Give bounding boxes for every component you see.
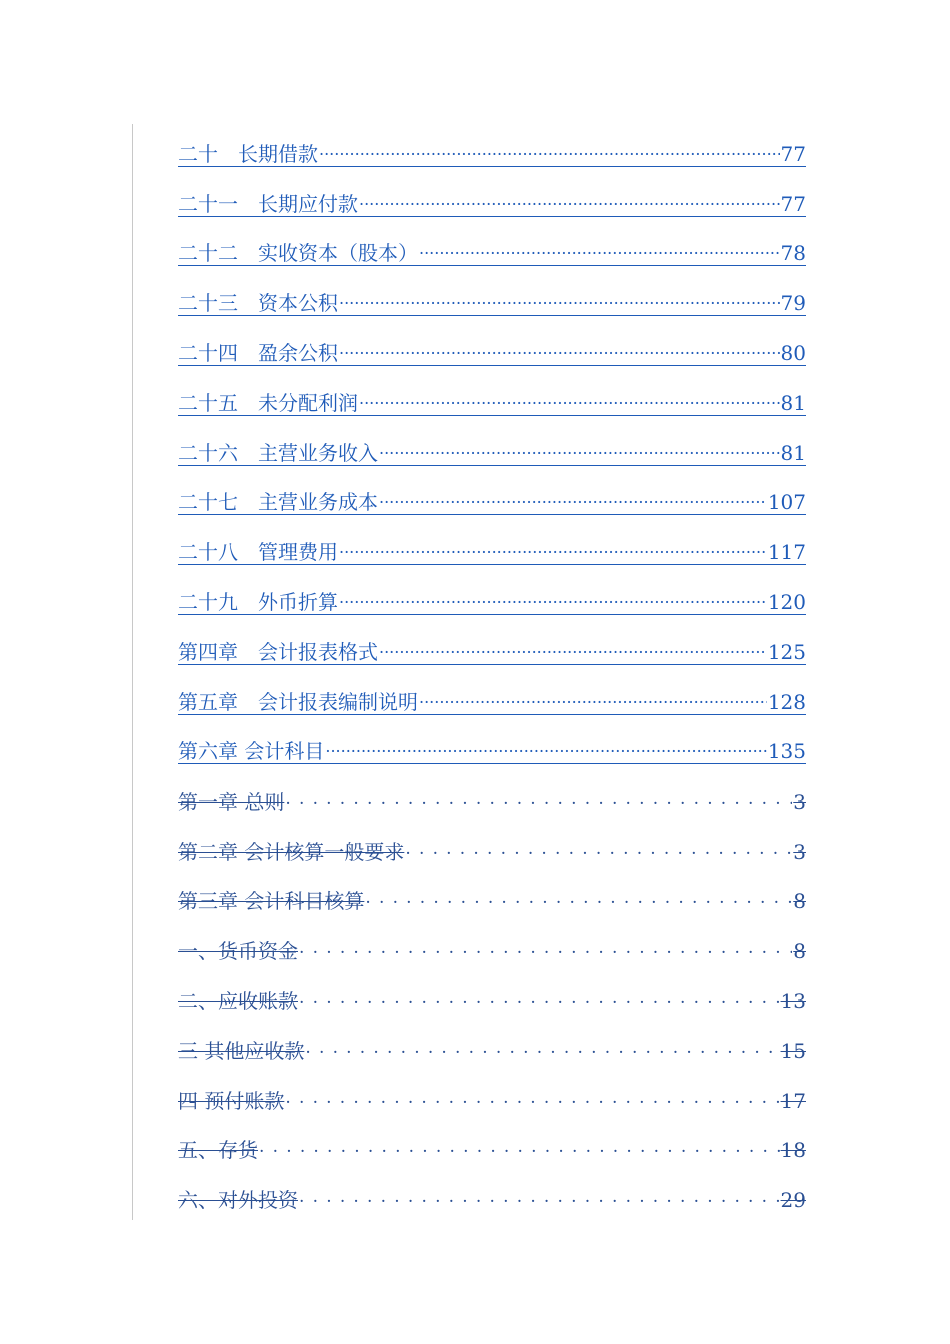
- toc-entry-title: 第五章 会计报表编制说明: [178, 689, 418, 714]
- toc-entry-page: 128: [767, 689, 806, 714]
- toc-entry[interactable]: [178, 128, 806, 178]
- toc-entry[interactable]: [178, 676, 806, 726]
- toc-entry-page: 107: [767, 490, 806, 515]
- toc-entry-deleted[interactable]: [178, 775, 806, 825]
- toc-dot-leader: [379, 487, 767, 509]
- toc-entry-page: 3: [793, 789, 806, 814]
- toc-entry-title: 四 预付账款: [178, 1088, 285, 1113]
- toc-entry-page: 125: [767, 639, 806, 664]
- toc-entry[interactable]: [178, 576, 806, 626]
- toc-dot-leader: [359, 388, 780, 410]
- toc-dot-leader: [339, 587, 767, 609]
- toc-entry-title: 二十二 实收资本（股本）: [178, 241, 418, 266]
- toc-entry-page: 13: [780, 988, 806, 1013]
- toc-entry-title: 六、对外投资: [178, 1188, 298, 1213]
- toc-entry-title: 二十七 主营业务成本: [178, 490, 378, 515]
- toc-entry-title: 二十四 盈余公积: [178, 341, 338, 366]
- toc-entry-deleted[interactable]: [178, 875, 806, 925]
- toc-entry-page: 3: [793, 839, 806, 864]
- toc-entry-page: 8: [793, 939, 806, 964]
- toc-entry[interactable]: [178, 178, 806, 228]
- toc-entry-page: 15: [780, 1038, 806, 1063]
- toc-dot-leader: [319, 139, 780, 161]
- toc-entry-page: 17: [780, 1088, 806, 1113]
- toc-dot-leader: [419, 238, 780, 260]
- toc-entry-deleted[interactable]: [178, 825, 806, 875]
- toc-dot-leader: [339, 537, 767, 559]
- toc-entry[interactable]: [178, 626, 806, 676]
- toc-dot-leader: [305, 1036, 779, 1058]
- table-of-contents: [178, 128, 806, 1224]
- toc-entry-deleted[interactable]: [178, 1124, 806, 1174]
- toc-entry-page: 135: [767, 739, 806, 764]
- page-margin-line: [132, 124, 133, 1220]
- toc-entry-title: 二、应收账款: [178, 988, 298, 1013]
- toc-dot-leader: [419, 687, 767, 709]
- toc-dot-leader: [285, 787, 792, 809]
- toc-entry[interactable]: [178, 726, 806, 776]
- toc-entry-title: 五、存货: [178, 1138, 258, 1163]
- toc-dot-leader: [285, 1086, 779, 1108]
- toc-entry-deleted[interactable]: [178, 1024, 806, 1074]
- toc-entry[interactable]: [178, 477, 806, 527]
- toc-entry-page: 120: [767, 590, 806, 615]
- toc-entry[interactable]: [178, 526, 806, 576]
- toc-entry-title: 二十五 未分配利润: [178, 390, 358, 415]
- toc-entry-page: 77: [780, 141, 806, 166]
- toc-entry-title: 二十一 长期应付款: [178, 191, 358, 216]
- toc-dot-leader: [359, 189, 780, 211]
- toc-dot-leader: [339, 338, 780, 360]
- toc-entry-page: 117: [767, 540, 806, 565]
- toc-entry-deleted[interactable]: [178, 975, 806, 1025]
- toc-entry-title: 二十 长期借款: [178, 141, 318, 166]
- toc-entry-deleted[interactable]: [178, 1074, 806, 1124]
- toc-entry-title: 第三章 会计科目核算: [178, 889, 365, 914]
- toc-entry-title: 第六章 会计科目: [178, 739, 325, 764]
- toc-dot-leader: [299, 986, 780, 1008]
- toc-dot-leader: [365, 886, 792, 908]
- toc-entry-page: 81: [780, 440, 806, 465]
- toc-dot-leader: [299, 936, 792, 958]
- toc-entry-title: 第二章 会计核算一般要求: [178, 839, 405, 864]
- toc-entry-page: 81: [780, 390, 806, 415]
- toc-entry-title: 第一章 总则: [178, 789, 285, 814]
- toc-dot-leader: [325, 736, 766, 758]
- toc-entry-deleted[interactable]: [178, 925, 806, 975]
- toc-entry-page: 78: [780, 241, 806, 266]
- toc-entry-title: 三 其他应收款: [178, 1038, 305, 1063]
- toc-entry-title: 二十六 主营业务收入: [178, 440, 378, 465]
- toc-dot-leader: [379, 637, 767, 659]
- toc-dot-leader: [405, 837, 792, 859]
- toc-entry[interactable]: [178, 377, 806, 427]
- toc-entry-deleted[interactable]: [178, 1174, 806, 1224]
- toc-entry[interactable]: [178, 427, 806, 477]
- toc-entry-title: 二十九 外币折算: [178, 590, 338, 615]
- toc-entry[interactable]: [178, 277, 806, 327]
- toc-dot-leader: [259, 1135, 780, 1157]
- toc-entry-page: 80: [780, 341, 806, 366]
- toc-entry-page: 79: [780, 291, 806, 316]
- toc-entry-page: 29: [780, 1188, 806, 1213]
- toc-entry-page: 77: [780, 191, 806, 216]
- toc-entry-page: 8: [793, 889, 806, 914]
- toc-dot-leader: [339, 288, 780, 310]
- toc-entry[interactable]: [178, 228, 806, 278]
- toc-entry-title: 第四章 会计报表格式: [178, 639, 378, 664]
- toc-dot-leader: [379, 438, 780, 460]
- toc-entry[interactable]: [178, 327, 806, 377]
- toc-entry-title: 二十八 管理费用: [178, 540, 338, 565]
- toc-entry-title: 二十三 资本公积: [178, 291, 338, 316]
- toc-entry-title: 一、货币资金: [178, 939, 298, 964]
- toc-entry-page: 18: [780, 1138, 806, 1163]
- toc-dot-leader: [299, 1185, 780, 1207]
